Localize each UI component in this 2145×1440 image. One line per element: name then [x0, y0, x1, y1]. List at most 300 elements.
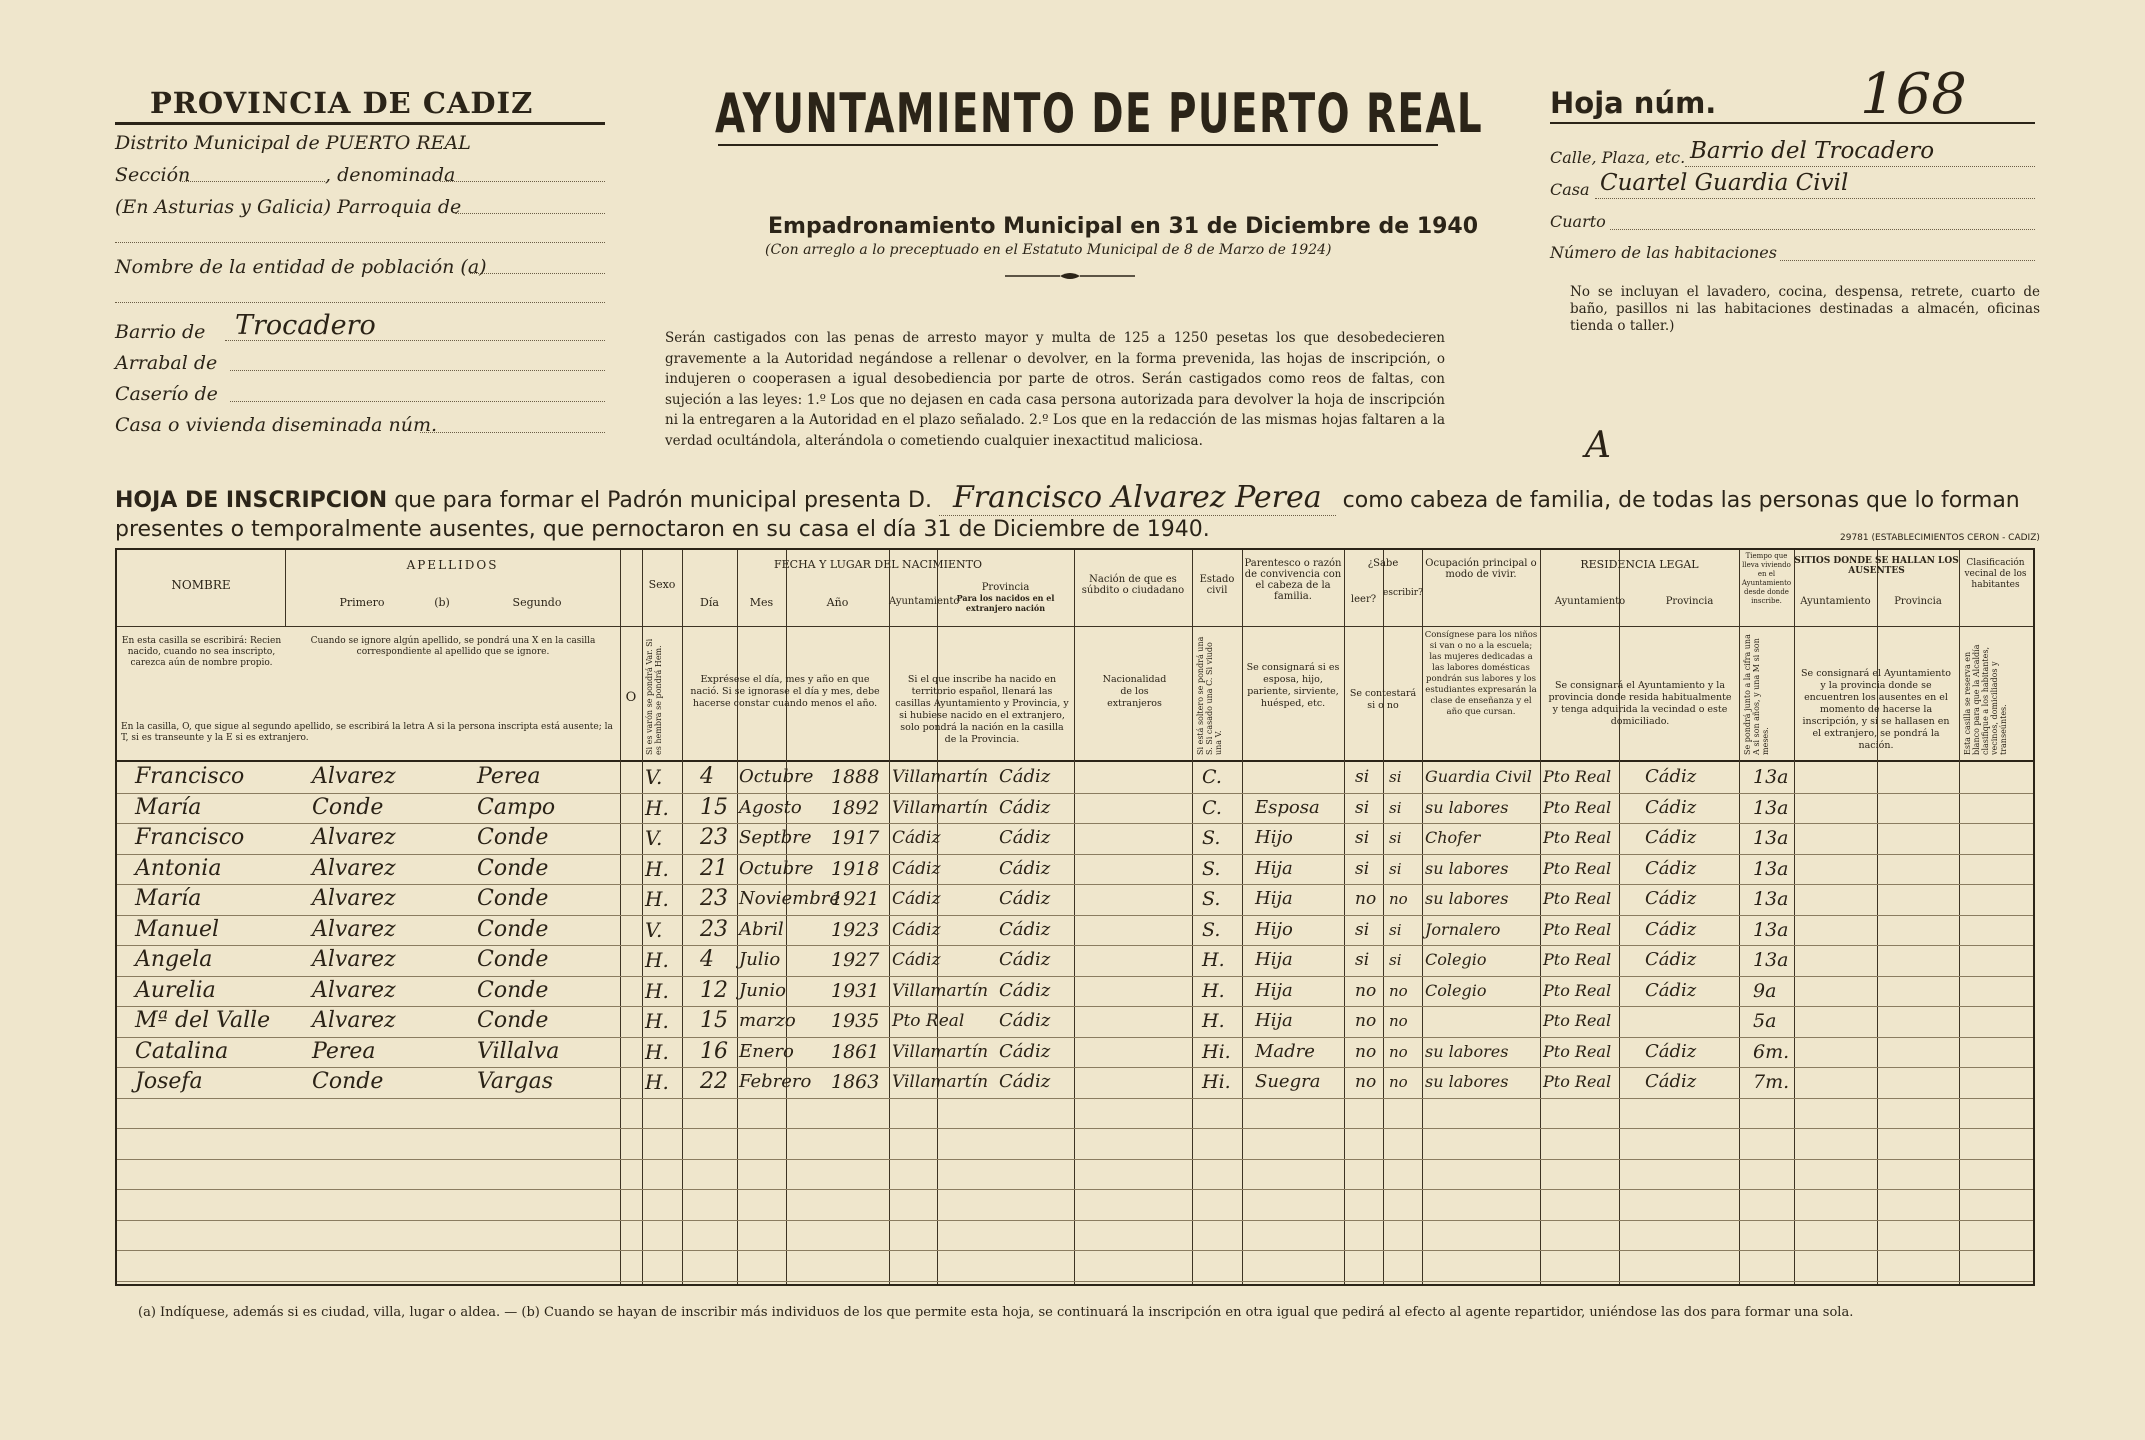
cell-segundo: Campo [477, 794, 556, 820]
cell-primero: Conde [312, 794, 384, 820]
cell-ano: 1861 [831, 1040, 880, 1063]
cell-mes: Julio [739, 949, 781, 970]
cell-ocup: su labores [1425, 1072, 1509, 1091]
cell-ayto: Pto Real [892, 1011, 965, 1031]
hdr-mes: Mes [749, 596, 774, 609]
col-line [1959, 550, 1960, 1284]
cell-mes: Agosto [739, 796, 802, 818]
cell-ayto: Villamartín [892, 1072, 989, 1092]
cell-ano: 1935 [831, 1010, 880, 1032]
cell-estado: H. [1202, 1010, 1225, 1032]
cell-escribir: si [1389, 768, 1402, 786]
cell-parent: Hijo [1255, 827, 1293, 848]
hdr-ocupacion: Ocupación principal o modo de vivir. [1425, 558, 1537, 580]
cell-primero: Perea [312, 1038, 376, 1064]
cell-dia: 15 [700, 794, 728, 820]
hdr-provincia-label: Provincia [981, 582, 1030, 593]
cell-res_ayto: Pto Real [1543, 1041, 1612, 1061]
inst-estado: Si está soltero se pondrá una S. Si casado una C. Si viudo una V. [1196, 636, 1223, 755]
cell-primero: Alvarez [312, 764, 396, 789]
cell-primero: Alvarez [312, 1008, 396, 1033]
hoja-rule [1550, 122, 2035, 124]
col-line [642, 550, 643, 1284]
cell-prov: Cádiz [999, 827, 1051, 848]
header-divider [117, 626, 2033, 627]
inst-parentesco: Se consignará si es esposa, hijo, pariente, sirviente, huésped, etc. [1246, 662, 1340, 709]
seccion-field [180, 181, 325, 182]
cell-leer: si [1355, 767, 1370, 787]
cell-nombre: Antonia [135, 855, 222, 881]
arrabal-label: Arrabal de [115, 352, 218, 374]
col-line [1540, 550, 1541, 1284]
cell-escribir: si [1389, 859, 1402, 878]
cell-res_prov: Cádiz [1645, 918, 1697, 940]
ayuntamiento-title: AYUNTAMIENTO DE PUERTO REAL [715, 82, 1484, 145]
row-line [117, 823, 2033, 824]
cell-nombre: Catalina [135, 1038, 229, 1064]
row-line [117, 854, 2033, 855]
header-bottom [117, 760, 2033, 762]
cell-escribir: si [1389, 920, 1402, 939]
denominada-label: , denominada [325, 164, 456, 186]
hdr-clasif: Clasificación vecinal de los habitantes [1964, 558, 2027, 590]
cell-ocup: Chofer [1425, 828, 1481, 847]
ornament-divider [1000, 268, 1140, 284]
cell-res_ayto: Pto Real [1543, 1072, 1612, 1091]
inst-sexo: Si es varón se pondrá Var. Si es hembra se pondrá Hem. [645, 638, 663, 755]
cell-nombre: Francisco [135, 825, 245, 850]
cell-mes: marzo [739, 1010, 796, 1031]
cell-nombre: María [135, 886, 202, 911]
cell-ano: 1892 [831, 796, 880, 819]
cell-res_prov: Cádiz [1645, 1071, 1697, 1092]
denominada-field [440, 181, 605, 182]
cell-sexo: H. [645, 948, 669, 972]
cell-leer: no [1355, 1041, 1377, 1062]
cell-prov: Cádiz [999, 888, 1051, 909]
cell-parent: Hija [1255, 857, 1293, 879]
hdr-residencia: RESIDENCIA LEGAL [1580, 558, 1699, 571]
cell-tiempo: 13a [1753, 766, 1789, 788]
province-title: PROVINCIA DE CADIZ [150, 86, 534, 120]
cell-leer: si [1355, 950, 1370, 970]
parroquia-label: (En Asturias y Galicia) Parroquia de [115, 196, 462, 218]
cell-ano: 1927 [831, 949, 880, 971]
col-line [1794, 550, 1795, 1284]
col-line [1877, 550, 1878, 1284]
hdr-nacion: Nación de que es súbdito o ciudadano [1081, 574, 1185, 596]
cell-dia: 15 [700, 1008, 728, 1033]
arrabal-field [230, 370, 605, 371]
cell-res_ayto: Pto Real [1543, 797, 1612, 817]
barrio-field [225, 340, 605, 341]
hdr-sitios: SITIOS DONDE SE HALLAN LOS AUSENTES [1794, 556, 1959, 576]
cell-nombre: Francisco [135, 764, 245, 789]
cell-dia: 12 [700, 977, 728, 1003]
cell-res_ayto: Pto Real [1543, 767, 1612, 786]
cell-sexo: H. [645, 1070, 669, 1094]
cell-res_prov: Cádiz [1645, 857, 1697, 879]
cell-prov: Cádiz [999, 857, 1051, 879]
hdr-primero: Primero [339, 596, 385, 609]
cell-ayto: Cádiz [892, 950, 941, 970]
row-line [117, 1067, 2033, 1068]
cell-res_ayto: Pto Real [1543, 980, 1612, 1000]
cell-mes: Abril [739, 918, 784, 940]
hdr-estado: Estado civil [1199, 574, 1235, 596]
cell-dia: 21 [700, 855, 728, 881]
hdr-provincia [937, 582, 1074, 613]
hdr-apellidos: APELLIDOS [406, 558, 499, 572]
cell-segundo: Conde [477, 916, 549, 942]
cell-ayto: Villamartín [892, 980, 989, 1001]
calle-label: Calle, Plaza, etc. [1550, 148, 1686, 167]
printer-code: 29781 (ESTABLECIMIENTOS CERON - CADIZ) [1840, 533, 2040, 543]
cell-sexo: H. [645, 795, 669, 820]
cell-ocup: Jornalero [1425, 919, 1501, 939]
cell-res_prov: Cádiz [1645, 796, 1697, 818]
cell-prov: Cádiz [999, 1040, 1051, 1062]
cell-leer: no [1355, 1072, 1377, 1092]
col-line [1344, 550, 1345, 1284]
cell-segundo: Vargas [477, 1069, 553, 1094]
cell-segundo: Conde [477, 825, 549, 850]
casa-field [420, 432, 605, 433]
cell-estado: S. [1202, 888, 1221, 910]
cell-parent: Hija [1255, 888, 1293, 909]
cell-prov: Cádiz [999, 1010, 1051, 1031]
cell-segundo: Conde [477, 1008, 549, 1033]
row-line [117, 1037, 2033, 1038]
cell-leer: si [1355, 828, 1370, 848]
row-line [117, 1250, 2033, 1251]
cell-mes: Junio [739, 979, 786, 1001]
cell-ocup: su labores [1425, 858, 1509, 878]
cell-escribir: si [1389, 951, 1402, 969]
row-line [117, 1098, 2033, 1099]
inst-clasif: Esta casilla se reserva en blanco para que la Alcaldía clasifique a los habitantes, vecinos, domiciliados y transeúntes. [1963, 644, 2008, 755]
habitaciones-note: No se incluyan el lavadero, cocina, despensa, retrete, cuarto de baño, pasillos ni las habitaciones destinadas a almacén, oficinas tienda o taller.) [1570, 284, 2040, 334]
cell-parent: Hija [1255, 979, 1293, 1001]
cell-segundo: Conde [477, 947, 549, 972]
inscription-text-2: como cabeza de familia, de todas las personas que lo forman presentes o temporalmente ausentes, que pernoctaron en su casa el día 31 de Diciembre de 1940. [115, 488, 2020, 542]
hdr-fecha: FECHA Y LUGAR DEL NACIMIENTO [774, 558, 982, 571]
cell-res_prov: Cádiz [1645, 1040, 1697, 1062]
cell-ayto: Villamartín [892, 797, 989, 818]
cell-sexo: H. [645, 887, 669, 911]
hdr-res-ayto: Ayuntamiento [1554, 596, 1626, 607]
calle-field [1685, 166, 2035, 167]
col-line [786, 550, 787, 1284]
cell-dia: 4 [700, 764, 714, 789]
row-line [117, 976, 2033, 977]
casa-label: Casa o vivienda diseminada núm. [115, 414, 438, 436]
cell-prov: Cádiz [999, 766, 1051, 787]
cell-parent: Hija [1255, 1010, 1293, 1031]
cell-segundo: Perea [477, 764, 541, 789]
col-line [1422, 550, 1423, 1284]
cell-ayto: Villamartín [892, 1041, 989, 1062]
cell-leer: no [1355, 980, 1377, 1001]
inst-sitios: Se consignará el Ayuntamiento y la provincia donde se encuentren los ausentes en el momento de hacerse la inscripción, y si se hallasen en el extranjero, se pondrá la nación. [1801, 668, 1951, 751]
cell-res_prov: Cádiz [1645, 979, 1697, 1001]
inst-sabe: Se contestará si o no [1349, 688, 1417, 711]
hdr-nombre: NOMBRE [171, 578, 231, 592]
cell-estado: Hi. [1202, 1071, 1231, 1093]
cell-estado: S. [1202, 827, 1221, 849]
cell-prov: Cádiz [999, 796, 1051, 818]
pencil-mark: A [1585, 425, 1611, 466]
cell-ocup: su labores [1425, 1041, 1509, 1061]
cell-dia: 23 [700, 916, 728, 942]
inst-nacionalidad: Nacionalidad de los extranjeros [1102, 674, 1167, 709]
cell-dia: 16 [700, 1038, 728, 1064]
family-head-name: Francisco Alvarez Perea [939, 480, 1336, 516]
cell-ano: 1863 [831, 1071, 880, 1093]
cell-mes: Febrero [739, 1071, 812, 1092]
row-line [117, 1006, 2033, 1007]
cell-primero: Conde [312, 1069, 384, 1094]
cell-ano: 1931 [831, 979, 880, 1002]
cell-prov: Cádiz [999, 949, 1051, 970]
casa-value: Cuartel Guardia Civil [1600, 170, 1849, 196]
row-line [117, 884, 2033, 885]
estatuto-subtitle: (Con arreglo a lo preceptuado en el Estatuto Municipal de 8 de Marzo de 1924) [765, 242, 1332, 258]
province-rule [115, 122, 605, 125]
cell-estado: S. [1202, 857, 1221, 880]
hdr-escribir: escribir? [1383, 588, 1423, 598]
cell-nombre: María [135, 794, 202, 820]
seccion-label: Sección [115, 164, 191, 186]
o-marker: O [625, 690, 637, 705]
cell-parent: Suegra [1255, 1071, 1321, 1092]
cell-tiempo: 13a [1753, 796, 1789, 819]
cell-res_ayto: Pto Real [1543, 919, 1612, 939]
cell-res_ayto: Pto Real [1543, 828, 1612, 847]
cell-sexo: H. [645, 1009, 669, 1033]
cell-nombre: Aurelia [135, 977, 216, 1003]
cell-res_prov: Cádiz [1645, 949, 1697, 970]
cell-primero: Alvarez [312, 825, 396, 850]
cell-dia: 23 [700, 886, 728, 911]
cell-segundo: Villalva [477, 1038, 560, 1064]
row-line [117, 945, 2033, 946]
cell-ayto: Cádiz [892, 828, 941, 848]
cell-estado: S. [1202, 918, 1221, 941]
cell-ayto: Cádiz [892, 858, 941, 879]
cell-primero: Alvarez [312, 916, 396, 942]
cell-parent: Esposa [1255, 796, 1320, 818]
inscription-label: HOJA DE INSCRIPCION [115, 488, 388, 513]
col-line [682, 550, 683, 1284]
inst-ocupacion: Consígnese para los niños si van o no a la escuela; las mujeres dedicadas a las labores domésticas pondrán sus labores y los estudiantes expresarán la clase de enseñanza y el año que cursan. [1424, 630, 1538, 717]
census-table [115, 548, 2035, 1286]
ayuntamiento-rule [718, 144, 1438, 146]
hdr-dia: Día [700, 596, 719, 609]
cell-res_ayto: Pto Real [1543, 889, 1612, 908]
cell-estado: C. [1202, 796, 1222, 819]
cell-ocup: su labores [1425, 889, 1509, 908]
cell-segundo: Conde [477, 886, 549, 911]
inst-lugar: Si el que inscribe ha nacido en territorio español, llenará las casillas Ayuntamiento y Provincia, y si hubiese nacido en el extranjero, solo pondrá la nación en la casilla de la Provincia. [895, 674, 1069, 745]
cell-leer: si [1355, 797, 1370, 818]
cell-estado: H. [1202, 979, 1225, 1002]
cell-sexo: H. [645, 1039, 669, 1064]
barrio-value: Trocadero [235, 310, 376, 341]
row-line [117, 915, 2033, 916]
cell-tiempo: 5a [1753, 1010, 1777, 1032]
cell-estado: Hi. [1202, 1040, 1231, 1063]
parroquia-field-2 [115, 242, 605, 243]
col-line [1383, 550, 1384, 1284]
habitaciones-field [1780, 260, 2035, 261]
col-line [889, 550, 890, 1284]
cell-tiempo: 9a [1753, 979, 1777, 1002]
cell-ayto: Cádiz [892, 919, 941, 940]
caserio-field [230, 401, 605, 402]
row-line [117, 1281, 2033, 1282]
row-line [117, 793, 2033, 794]
cell-tiempo: 13a [1753, 918, 1789, 941]
cell-estado: C. [1202, 766, 1222, 788]
cell-escribir: no [1389, 1012, 1408, 1030]
hdr-sit-prov: Provincia [1894, 596, 1942, 607]
inst-apellido: Cuando se ignore algún apellido, se pondrá una X en la casilla correspondiente al apellido que se ignore. [310, 636, 596, 657]
hdr-ayto: Ayuntamiento [889, 596, 960, 607]
casa-label-right: Casa [1550, 180, 1590, 199]
calle-value: Barrio del Trocadero [1690, 138, 1935, 164]
cell-escribir: no [1389, 890, 1408, 908]
entidad-field-2 [115, 302, 605, 303]
cell-tiempo: 13a [1753, 949, 1789, 971]
footnote: (a) Indíquese, además si es ciudad, villa, lugar o aldea. — (b) Cuando se hayan de inscribir más individuos de los que permite esta hoja, se continuará la inscripción en otra igual que pedirá al efecto al agente repartidor, uniéndose las dos para formar una sola. [138, 1305, 1854, 1320]
cell-mes: Octubre [739, 857, 814, 879]
cell-nombre: Angela [135, 947, 213, 972]
cell-tiempo: 13a [1753, 888, 1789, 910]
cell-primero: Alvarez [312, 977, 396, 1003]
cell-leer: no [1355, 1011, 1377, 1031]
empadronamiento-title: Empadronamiento Municipal en 31 de Diciembre de 1940 [768, 214, 1479, 239]
inst-fecha: Exprésese el día, mes y año en que nació. Si se ignorase el día y mes, debe hacerse constar cuando menos el año. [690, 674, 880, 709]
cell-nombre: Mª del Valle [135, 1008, 271, 1033]
cell-primero: Alvarez [312, 947, 396, 972]
cell-sexo: H. [645, 978, 669, 1003]
hdr-sabe: ¿Sabe [1367, 558, 1399, 569]
cell-tiempo: 13a [1753, 827, 1789, 849]
inscription-text-1: que para formar el Padrón municipal presenta D. [394, 488, 932, 513]
hoja-number: 168 [1860, 62, 1967, 127]
cell-ocup: su labores [1425, 797, 1509, 817]
cell-ano: 1918 [831, 857, 880, 880]
cell-prov: Cádiz [999, 979, 1051, 1001]
cell-sexo: V. [645, 917, 663, 942]
cell-ayto: Villamartín [892, 767, 989, 787]
col-line [737, 550, 738, 1284]
hdr-provincia-sub: Para los nacidos en el extranjero nación [956, 593, 1055, 613]
hdr-tiempo: Tiempo que lleva viviendo en el Ayuntamiento desde donde inscribe. [1741, 552, 1792, 605]
cell-escribir: no [1389, 1042, 1408, 1061]
cell-ano: 1923 [831, 918, 880, 941]
cell-escribir: si [1389, 798, 1402, 817]
hdr-sit-ayto: Ayuntamiento [1800, 596, 1871, 607]
hdr-ano: Año [826, 596, 849, 609]
parroquia-field [455, 213, 605, 214]
cell-segundo: Conde [477, 855, 549, 881]
cell-leer: si [1355, 858, 1370, 879]
cell-primero: Alvarez [312, 855, 396, 881]
cell-res_prov: Cádiz [1645, 766, 1697, 787]
hdr-sexo: Sexo [648, 578, 676, 591]
cell-parent: Madre [1255, 1040, 1315, 1062]
col-line [1242, 550, 1243, 1284]
cell-res_prov: Cádiz [1645, 888, 1697, 909]
row-line [117, 1189, 2033, 1190]
hdr-parentesco: Parentesco o razón de convivencia con el cabeza de la familia. [1244, 558, 1342, 602]
cell-escribir: no [1389, 981, 1408, 1000]
hoja-label: Hoja núm. [1550, 86, 1717, 120]
inscription-line [115, 480, 2040, 544]
cell-prov: Cádiz [999, 918, 1051, 940]
hdr-segundo: Segundo [512, 596, 562, 609]
cell-segundo: Conde [477, 977, 549, 1003]
cell-escribir: si [1389, 829, 1402, 847]
cell-ocup: Guardia Civil [1425, 767, 1532, 786]
cell-res_ayto: Pto Real [1543, 858, 1612, 878]
cell-nombre: Manuel [135, 916, 220, 942]
cell-mes: Octubre [739, 766, 814, 787]
col-line [1192, 550, 1193, 1284]
cell-res_ayto: Pto Real [1543, 950, 1612, 969]
inst-nombre: En esta casilla se escribirá: Recien nacido, cuando no sea inscripto, carezca aún de nombre propio. [121, 636, 282, 668]
penalty-notice: Serán castigados con las penas de arresto mayor y multa de 125 a 1250 pesetas los que desobedecieren gravemente a la Autoridad negándose a rellenar o devolver, en la forma prevenida, las hojas de inscripción, o indujeren o cooperasen a igual desobediencia por parte de otros. Serán castigados como reos de faltas, con sujeción a las leyes: 1.º Los que no dejasen en cada casa persona autorizada para devolver la hoja de inscripción ni la entregaren a la Autoridad en el plazo señalado. 2.º Los que en la redacción de las mismas hojas faltaren a la verdad ocultándola, alterándola o cometiendo cualquier inexactitud maliciosa. [665, 330, 1445, 449]
cuarto-field [1610, 229, 2035, 230]
hdr-leer: leer? [1350, 594, 1377, 605]
cell-dia: 23 [700, 825, 728, 850]
entidad-field [470, 273, 605, 274]
cell-mes: Noviembre [739, 888, 841, 909]
cell-res_ayto: Pto Real [1543, 1011, 1612, 1030]
inst-tiempo: Se pondrá junto a la cifra una A si son años, y una M si son meses. [1743, 634, 1770, 755]
cell-tiempo: 13a [1753, 857, 1789, 880]
cell-leer: no [1355, 889, 1377, 909]
cell-tiempo: 7m. [1753, 1071, 1790, 1093]
distrito-label: Distrito Municipal de PUERTO REAL [115, 132, 471, 154]
col-line [1074, 550, 1075, 1284]
cell-parent: Hijo [1255, 918, 1293, 940]
cell-leer: si [1355, 919, 1370, 940]
cell-sexo: H. [645, 856, 669, 881]
inst-o: En la casilla, O, que sigue al segundo apellido, se escribirá la letra A si la persona inscripta está ausente; la T, si es transeunte y la E si es extranjero. [121, 722, 613, 743]
col-line [1739, 550, 1740, 1284]
hdr-res-prov: Provincia [1665, 596, 1714, 607]
cell-ocup: Colegio [1425, 980, 1487, 1000]
row-line [117, 1220, 2033, 1221]
casa-field-right [1595, 198, 2035, 199]
cell-primero: Alvarez [312, 886, 396, 911]
row-line [117, 1159, 2033, 1160]
cell-mes: Septbre [739, 827, 812, 848]
cell-sexo: V. [645, 826, 663, 850]
cell-ano: 1917 [831, 827, 880, 849]
cell-nombre: Josefa [135, 1069, 203, 1094]
hdr-b: (b) [434, 596, 450, 609]
cell-res_prov: Cádiz [1645, 827, 1697, 848]
cuarto-label: Cuarto [1550, 212, 1606, 231]
row-line [117, 1128, 2033, 1129]
cell-dia: 4 [700, 947, 714, 972]
cell-estado: H. [1202, 949, 1225, 971]
barrio-label: Barrio de [115, 321, 206, 343]
